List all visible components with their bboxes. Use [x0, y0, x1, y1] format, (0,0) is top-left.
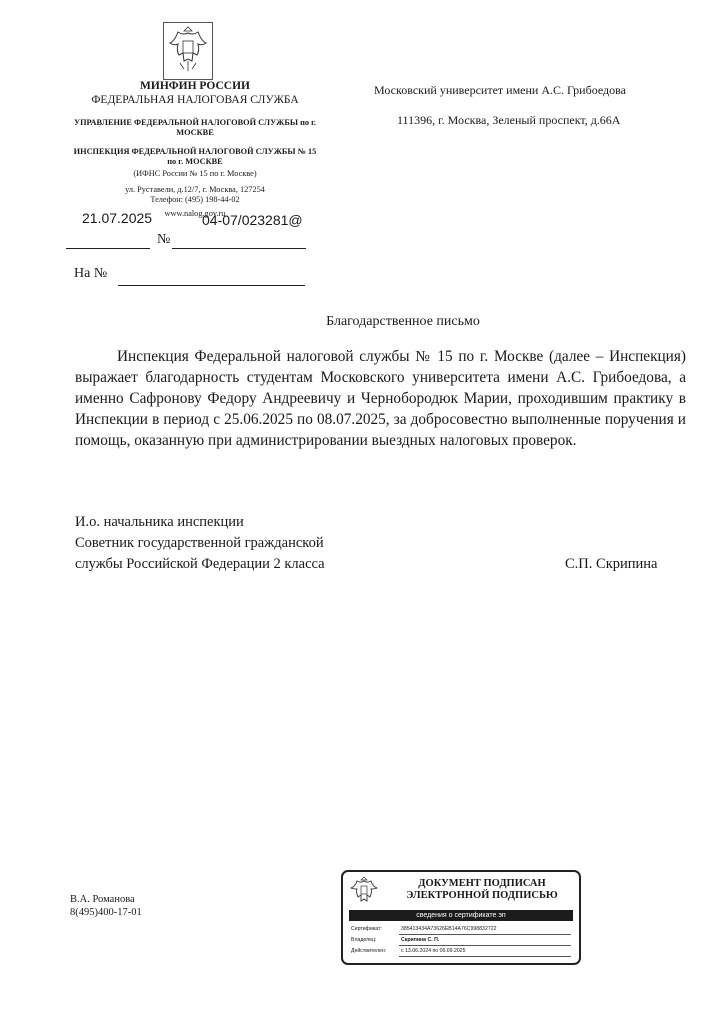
document-date: 21.07.2025	[82, 210, 153, 226]
document-number: 04-07/023281@	[202, 212, 303, 228]
recipient-address: 111396, г. Москва, Зеленый проспект, д.66А	[397, 113, 621, 127]
number-sign: №	[157, 232, 171, 247]
signer-position-line-1: И.о. начальника инспекции	[75, 514, 244, 530]
coat-of-arms-emblem	[163, 22, 213, 80]
stamp-title-line-1: ДОКУМЕНТ ПОДПИСАН	[418, 878, 546, 889]
signer-name: С.П. Скрипина	[565, 556, 658, 572]
stamp-certificate-row	[351, 926, 496, 932]
letter-body: Инспекция Федеральной налоговой службы № 15 по г. Москве (далее – Инспекция) выражает благодарность студентам Московского университета имени А.С. Грибоедова, а именно Сафронову Федору Андреевичу и Чернобородюк Марии, проходившим практику в Инспекции в период с 25.06.2025 по 08.07.2025, за добросовестно выполненные поручения и помощь, оказанную при администрировании выездных налоговых проверок.	[75, 348, 686, 449]
stamp-owner-row	[351, 937, 439, 943]
recipient-name: Московский университет имени А.С. Грибоедова	[374, 83, 626, 97]
address-line: ул. Руставели, д.12/7, г. Москва, 127254	[125, 185, 265, 194]
stamp-certificate-bar: сведения о сертификате эп	[349, 910, 573, 921]
executor-name: В.А. Романова	[70, 894, 135, 905]
stamp-divider	[399, 956, 571, 957]
website: www.nalog.gov.ru	[164, 209, 226, 218]
stamp-divider	[399, 945, 571, 946]
date-underline	[66, 248, 150, 249]
sender-address	[70, 185, 320, 205]
reference-label: На №	[74, 266, 108, 281]
electronic-signature-stamp	[341, 870, 581, 965]
stamp-title-line-2: ЭЛЕКТРОННОЙ ПОДПИСЬЮ	[406, 890, 558, 901]
validity-value: с 13.06.2024 по 06.09.2025	[401, 948, 466, 954]
number-underline	[172, 248, 306, 249]
certificate-label: Сертификат:	[351, 926, 382, 932]
service-name: ФЕДЕРАЛЬНАЯ НАЛОГОВАЯ СЛУЖБА	[91, 94, 299, 106]
validity-label: Действителен:	[351, 948, 387, 954]
owner-label: Владелец:	[351, 937, 377, 943]
phone-line: Телефон: (495) 198-44-02	[150, 195, 240, 204]
inspection-short-name: (ИФНС России № 15 по г. Москве)	[133, 169, 257, 178]
stamp-title	[387, 878, 577, 902]
stamp-validity-row	[351, 948, 466, 954]
owner-value: Скрипина С. П.	[401, 937, 440, 943]
executor-phone: 8(495)400-17-01	[70, 907, 142, 918]
stamp-emblem-icon	[348, 875, 380, 911]
signer-position-line-3: службы Российской Федерации 2 класса	[75, 556, 325, 572]
stamp-divider	[399, 934, 571, 935]
department-name: УПРАВЛЕНИЕ ФЕДЕРАЛЬНОЙ НАЛОГОВОЙ СЛУЖБЫ по г. МОСКВЕ	[74, 118, 316, 137]
ministry-name: МИНФИН РОССИИ	[140, 80, 250, 92]
executor-info	[70, 893, 142, 919]
signer-position-line-2: Советник государственной гражданской	[75, 535, 324, 551]
letter-title: Благодарственное письмо	[326, 314, 480, 329]
inspection-name: ИНСПЕКЦИЯ ФЕДЕРАЛЬНОЙ НАЛОГОВОЙ СЛУЖБЫ № 15 по г. МОСКВЕ	[73, 147, 317, 166]
reference-underline	[118, 285, 305, 286]
certificate-value: 385413434A73626EB14A76C998832722	[401, 926, 497, 932]
